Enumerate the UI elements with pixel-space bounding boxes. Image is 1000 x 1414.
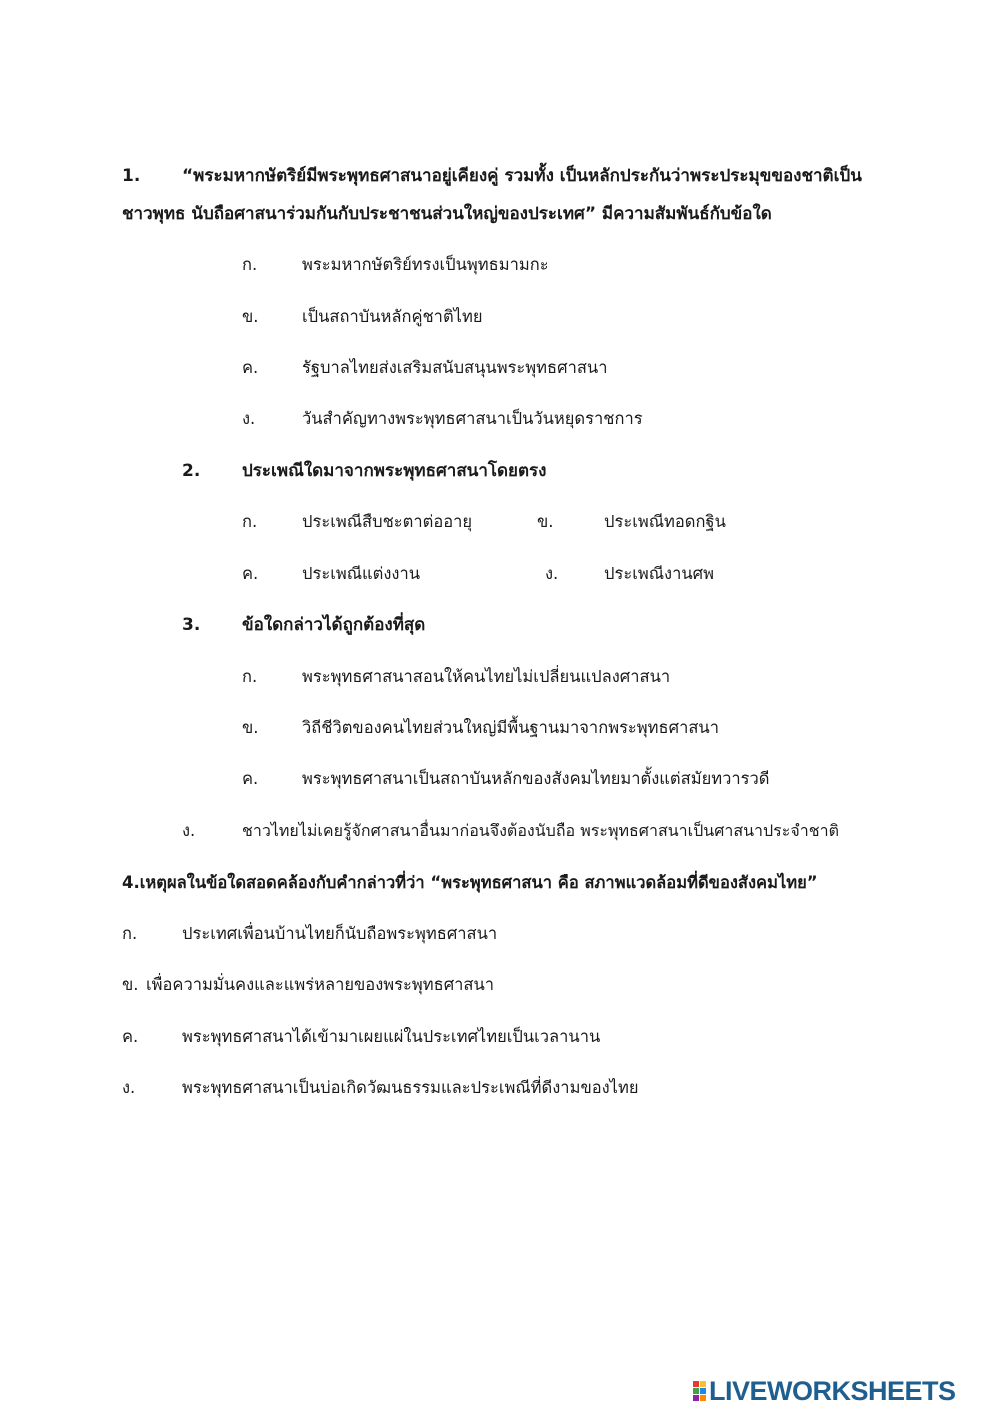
q1-option-d[interactable]: วันสำคัญทางพระพุทธศาสนาเป็นวันหยุดราชการ xyxy=(302,409,643,428)
q3-number: 3. xyxy=(182,615,201,635)
logo-square xyxy=(693,1395,699,1401)
q2-option-b-letter: ข. xyxy=(537,512,554,531)
q2-option-b[interactable]: ประเพณีทอดกฐิน xyxy=(604,512,726,531)
q2-option-a-letter: ก. xyxy=(242,512,258,531)
q1-question-line2: ชาวพุทธ นับถือศาสนาร่วมกันกับประชาชนส่วนใหญ่ของประเทศ” มีความสัมพันธ์กับข้อใด xyxy=(122,204,772,224)
logo-square xyxy=(700,1381,706,1387)
q3-option-c[interactable]: พระพุทธศาสนาเป็นสถาบันหลักของสังคมไทยมาตั้งแต่สมัยทวารวดี xyxy=(302,769,770,788)
q2-option-c-letter: ค. xyxy=(242,564,259,583)
q1-option-c-letter: ค. xyxy=(242,358,259,377)
q3-question: ข้อใดกล่าวได้ถูกต้องที่สุด xyxy=(242,615,426,635)
q4-option-c[interactable]: พระพุทธศาสนาได้เข้ามาเผยแผ่ในประเทศไทยเป็นเวลานาน xyxy=(182,1027,601,1046)
q1-option-b-letter: ข. xyxy=(242,307,259,326)
liveworksheets-logo xyxy=(693,1376,956,1406)
q1-option-b[interactable]: เป็นสถาบันหลักคู่ชาติไทย xyxy=(302,307,483,326)
q2-number: 2. xyxy=(182,461,201,481)
q4-option-c-letter: ค. xyxy=(122,1027,139,1046)
q4-option-d[interactable]: พระพุทธศาสนาเป็นบ่อเกิดวัฒนธรรมและประเพณีที่ดีงามของไทย xyxy=(182,1078,639,1097)
logo-square xyxy=(693,1381,699,1387)
q3-option-b[interactable]: วิถีชีวิตของคนไทยส่วนใหญ่มีพื้นฐานมาจากพระพุทธศาสนา xyxy=(302,718,719,737)
q2-option-c[interactable]: ประเพณีแต่งงาน xyxy=(302,564,421,583)
logo-square xyxy=(700,1395,706,1401)
q3-option-a[interactable]: พระพุทธศาสนาสอนให้คนไทยไม่เปลี่ยนแปลงศาสนา xyxy=(302,667,671,686)
logo-square xyxy=(693,1388,699,1394)
q1-option-c[interactable]: รัฐบาลไทยส่งเสริมสนับสนุนพระพุทธศาสนา xyxy=(302,358,608,377)
q2-option-a[interactable]: ประเพณีสืบชะตาต่ออายุ xyxy=(302,512,473,531)
q2-question: ประเพณีใดมาจากพระพุทธศาสนาโดยตรง xyxy=(242,461,547,481)
q1-number: 1. xyxy=(122,166,141,186)
q4-option-b-letter: ข. xyxy=(122,975,139,994)
liveworksheets-logo-icon xyxy=(693,1381,706,1401)
logo-square xyxy=(700,1388,706,1394)
q4-option-a[interactable]: ประเทศเพื่อนบ้านไทยก็นับถือพระพุทธศาสนา xyxy=(182,924,498,943)
q4-question: 4.เหตุผลในข้อใดสอดคล้องกับคำกล่าวที่ว่า “พระพุทธศาสนา คือ สภาพแวดล้อมที่ดีของสังคมไทย” xyxy=(122,873,818,892)
q2-option-d-letter: ง. xyxy=(545,564,559,583)
q4-option-b[interactable]: เพื่อความมั่นคงและแพร่หลายของพระพุทธศาสนา xyxy=(146,975,495,994)
q1-option-a[interactable]: พระมหากษัตริย์ทรงเป็นพุทธมามกะ xyxy=(302,255,549,274)
q3-option-c-letter: ค. xyxy=(242,769,259,788)
q4-option-d-letter: ง. xyxy=(122,1078,136,1097)
q3-option-b-letter: ข. xyxy=(242,718,259,737)
q1-question-line1: “พระมหากษัตริย์มีพระพุทธศาสนาอยู่เคียงคู่ รวมทั้ง เป็นหลักประกันว่าพระประมุขของชาติเป็น xyxy=(182,166,862,186)
q3-option-d[interactable]: ชาวไทยไม่เคยรู้จักศาสนาอื่นมาก่อนจึงต้องนับถือ พระพุทธศาสนาเป็นศาสนาประจำชาติ xyxy=(242,821,839,840)
q3-option-d-letter: ง. xyxy=(182,821,196,840)
q1-option-d-letter: ง. xyxy=(242,409,256,428)
q2-option-d[interactable]: ประเพณีงานศพ xyxy=(604,564,714,583)
q3-option-a-letter: ก. xyxy=(242,667,258,686)
q1-option-a-letter: ก. xyxy=(242,255,258,274)
liveworksheets-logo-text: LIVEWORKSHEETS xyxy=(709,1375,956,1406)
q4-option-a-letter: ก. xyxy=(122,924,138,943)
